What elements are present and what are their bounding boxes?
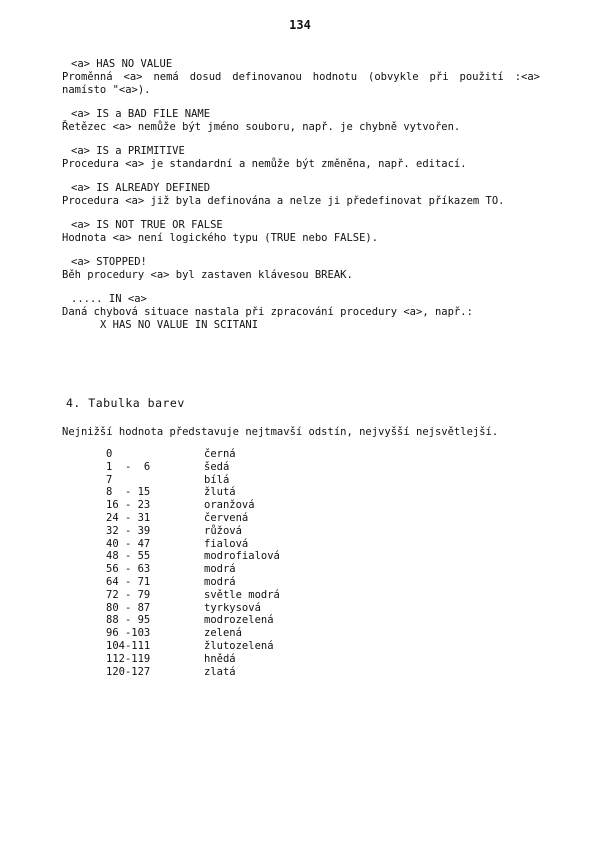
color-range-value: 8 - 15 xyxy=(106,486,151,499)
color-range-value: 72 - 79 xyxy=(106,588,151,601)
color-range-value: 64 - 71 xyxy=(106,575,151,588)
color-table-row xyxy=(106,461,280,474)
color-table-row xyxy=(106,653,280,666)
color-range-value: 0 xyxy=(106,448,113,460)
page-number: 134 xyxy=(289,18,311,32)
color-range-value: 1 - 6 xyxy=(106,460,151,473)
color-table-row xyxy=(106,589,280,602)
error-message-title: <a> IS a PRIMITIVE xyxy=(71,145,185,157)
color-table-row xyxy=(106,602,280,615)
color-name: světle modrá xyxy=(204,588,280,601)
page-content xyxy=(62,58,540,678)
color-table-row xyxy=(106,640,280,653)
color-table-row xyxy=(106,614,280,627)
error-message-in-procedure xyxy=(62,293,540,332)
error-message-title: <a> IS ALREADY DEFINED xyxy=(71,182,211,194)
error-message-title: <a> IS NOT TRUE OR FALSE xyxy=(71,219,223,231)
error-message-stopped xyxy=(62,256,540,282)
color-table-row xyxy=(106,666,280,679)
error-message-already-defined xyxy=(62,182,540,208)
color-range-value: 7 xyxy=(106,473,113,486)
color-name: červená xyxy=(204,511,249,524)
color-name: černá xyxy=(204,448,236,460)
color-name: modrá xyxy=(204,563,236,576)
error-message-title: <a> STOPPED! xyxy=(71,256,147,268)
color-table-row xyxy=(106,499,280,512)
color-range-value: 24 - 31 xyxy=(106,511,151,524)
error-message-description: Procedura <a> již byla definována a nelze ji předefinovat příkazem TO. xyxy=(62,195,505,207)
color-name: šedá xyxy=(204,460,230,473)
error-message-description: Běh procedury <a> byl zastaven klávesou BREAK. xyxy=(62,269,353,281)
color-name: tyrkysová xyxy=(204,601,261,614)
color-name: žlutá xyxy=(204,486,236,499)
color-name: oranžová xyxy=(204,499,255,512)
color-range-value: 80 - 87 xyxy=(106,601,151,614)
color-name: modrozelená xyxy=(204,614,274,627)
color-table-row xyxy=(106,576,280,589)
error-message-description: Hodnota <a> není logického typu (TRUE nebo FALSE). xyxy=(62,232,379,244)
color-name: žlutozelená xyxy=(204,639,274,652)
color-table-row xyxy=(106,512,280,525)
color-range-value: 48 - 55 xyxy=(106,550,151,563)
color-table-row xyxy=(106,550,280,563)
color-range-value: 88 - 95 xyxy=(106,614,151,627)
error-message-primitive xyxy=(62,145,540,171)
color-range-value: 40 - 47 xyxy=(106,537,151,550)
error-message-example: X HAS NO VALUE IN SCITANI xyxy=(100,319,259,331)
error-message-description: Daná chybová situace nastala při zpracování procedury <a>, např.: xyxy=(62,306,473,318)
color-range-value: 16 - 23 xyxy=(106,499,151,512)
error-message-description: Proměnná <a> nemá dosud definovanou hodnotu (obvykle při použití :<a> namísto "<a>). xyxy=(62,71,540,96)
section-heading: 4. Tabulka barev xyxy=(66,396,185,410)
color-range-value: 56 - 63 xyxy=(106,563,151,576)
color-name: fialová xyxy=(204,537,249,550)
color-name: modrofialová xyxy=(204,550,280,563)
color-range-value: 112-119 xyxy=(106,652,151,665)
color-range-value: 104-111 xyxy=(106,639,151,652)
color-table-row xyxy=(106,486,280,499)
color-table-row xyxy=(106,563,280,576)
color-range-value: 120-127 xyxy=(106,665,151,678)
color-name: bílá xyxy=(204,473,230,486)
color-name: zelená xyxy=(204,627,242,640)
color-name: modrá xyxy=(204,575,236,588)
color-table-row xyxy=(106,538,280,551)
error-message-not-true-or-false xyxy=(62,219,540,245)
error-message-has-no-value xyxy=(62,58,540,97)
error-message-title: <a> IS a BAD FILE NAME xyxy=(71,108,211,120)
error-message-title: ..... IN <a> xyxy=(71,293,147,305)
color-range-value: 96 -103 xyxy=(106,627,151,640)
color-table-row xyxy=(106,525,280,538)
color-table-row xyxy=(106,627,280,640)
section-intro: Nejnižší hodnota představuje nejtmavší odstín, nejvyšší nejsvětlejší. xyxy=(62,426,499,438)
error-message-title: <a> HAS NO VALUE xyxy=(71,58,173,70)
color-table xyxy=(106,448,280,678)
color-table-row xyxy=(106,474,280,487)
error-message-description: Procedura <a> je standardní a nemůže být změněna, např. editací. xyxy=(62,158,467,170)
color-name: růžová xyxy=(204,524,242,537)
color-table-row xyxy=(106,448,280,461)
color-name: zlatá xyxy=(204,665,236,678)
color-range-value: 32 - 39 xyxy=(106,524,151,537)
error-message-bad-file-name xyxy=(62,108,540,134)
error-message-description: Řetězec <a> nemůže být jméno souboru, např. je chybně vytvořen. xyxy=(62,121,461,133)
color-name: hnědá xyxy=(204,652,236,665)
